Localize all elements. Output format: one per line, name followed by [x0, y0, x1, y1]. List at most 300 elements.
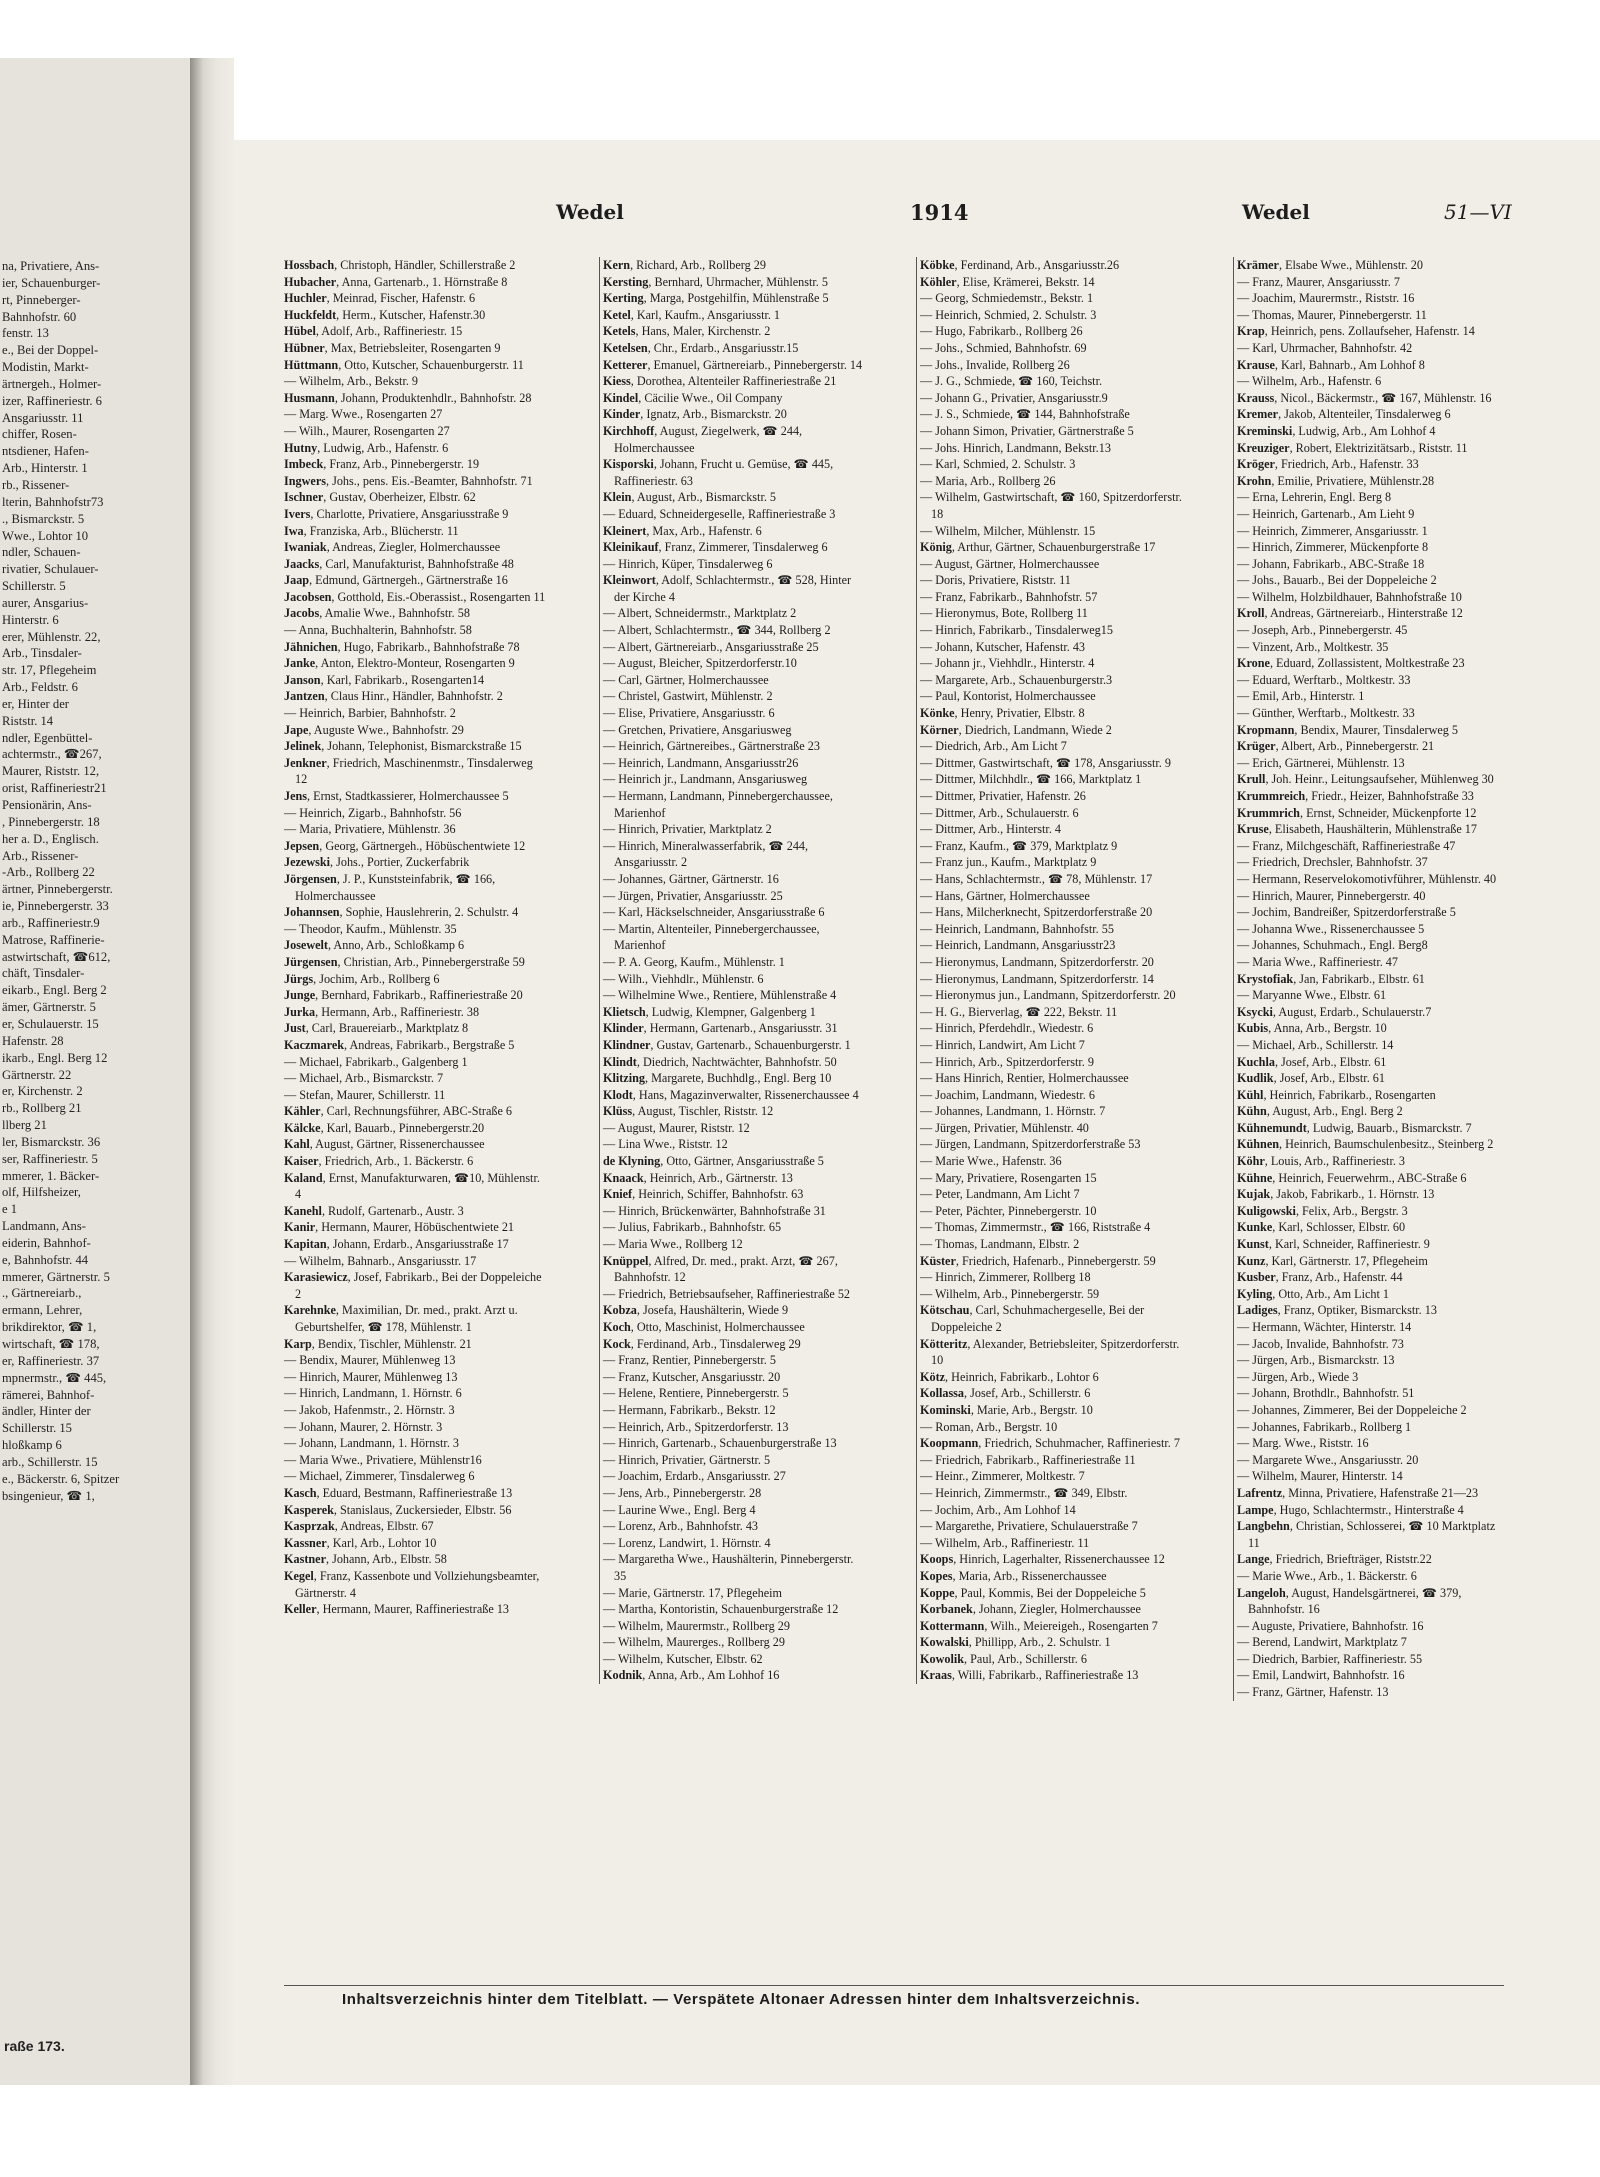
- entry-details: Franz, Optiker, Bismarckstr. 13: [1283, 1303, 1437, 1318]
- directory-column-4: [1233, 257, 1497, 1701]
- directory-entry: [920, 1518, 1183, 1535]
- directory-entry: Ketel, Karl, Kaufm., Ansgariusstr. 1: [603, 307, 781, 322]
- entry-details: Andreas, Ziegler, Holmerchaussee: [332, 540, 501, 555]
- entry-surname: Kiess: [603, 374, 631, 389]
- entry-surname: Kinder: [603, 407, 641, 422]
- directory-entry: [603, 556, 866, 573]
- directory-entry: Kaczmarek, Andreas, Fabrikarb., Bergstraße 5: [284, 1037, 515, 1052]
- entry-surname: Knüppel: [603, 1253, 649, 1268]
- entry-details: Josefa, Haushälterin, Wiede 9: [642, 1303, 789, 1318]
- directory-entry: [920, 821, 1183, 838]
- entry-surname: Kälcke: [284, 1120, 321, 1135]
- entry-details: — August, Maurer, Riststr. 12: [603, 1120, 750, 1135]
- entry-details: Emilie, Privatiere, Mühlenstr.28: [1277, 473, 1435, 488]
- entry-surname: Kassner: [284, 1535, 327, 1550]
- entry-surname: Jape: [284, 722, 309, 737]
- directory-entry: Imbeck, Franz, Arb., Pinnebergerstr. 19: [284, 457, 480, 472]
- directory-entry: [920, 390, 1183, 407]
- directory-entry: [920, 771, 1183, 788]
- directory-entry: [603, 622, 866, 639]
- entry-surname: Köbke: [920, 258, 955, 272]
- entry-details: — Franz, Kaufm., ☎ 379, Marktplatz 9: [920, 838, 1118, 853]
- directory-entry: Ketels, Hans, Maler, Kirchenstr. 2: [603, 324, 771, 339]
- directory-entry: [603, 1203, 866, 1220]
- directory-entry: Ksycki, August, Erdarb., Schulauerstr.7: [1237, 1004, 1432, 1019]
- entry-details: — Karl, Häckselschneider, Ansgariusstraße 6: [603, 905, 825, 920]
- directory-column-3: [916, 257, 1183, 1684]
- directory-entry: Jurka, Hermann, Arb., Raffineriestr. 38: [284, 1004, 480, 1019]
- entry-surname: Kaczmarek: [284, 1037, 345, 1052]
- entry-details: — Hinrich, Landmann, 1. Hörnstr. 6: [284, 1386, 462, 1401]
- entry-details: Johs., pens. Eis.-Beamter, Bahnhofstr. 71: [332, 473, 533, 488]
- directory-entry: [1237, 572, 1497, 589]
- directory-entry: Kinder, Ignatz, Arb., Bismarckstr. 20: [603, 407, 787, 422]
- entry-details: Paul, Kommis, Bei der Doppeleiche 5: [960, 1585, 1146, 1600]
- entry-surname: Kujak: [1237, 1187, 1271, 1202]
- directory-entry: [920, 1103, 1183, 1120]
- entry-details: Alfred, Dr. med., prakt. Arzt, ☎ 267, Bahnhofstr. 12: [614, 1253, 838, 1285]
- directory-entry: [284, 622, 547, 639]
- directory-entry: Lafrentz, Minna, Privatiere, Hafenstraße 21—23: [1237, 1485, 1479, 1500]
- entry-details: — Hieronymus, Landmann, Spitzerdorferstr. 14: [920, 971, 1154, 986]
- directory-entry: [920, 639, 1183, 656]
- directory-entry: Kisporski, Johann, Frucht u. Gemüse, ☎ 445, Raffineriestr. 63: [603, 457, 834, 488]
- entry-surname: Kraas: [920, 1668, 952, 1683]
- directory-entry: [284, 1419, 547, 1436]
- directory-page: [234, 140, 1600, 2090]
- entry-details: Felix, Arb., Bergstr. 3: [1302, 1203, 1408, 1218]
- left-page-line: Hinterstr. 6: [2, 612, 59, 627]
- entry-surname: Ketelsen: [603, 340, 648, 355]
- left-page-line: olf, Hilfsheizer,: [2, 1185, 81, 1200]
- entry-details: — Dittmer, Milchhdlr., ☎ 166, Marktplatz 1: [920, 772, 1142, 787]
- entry-details: — Franz, Rentier, Pinnebergerstr. 5: [603, 1353, 776, 1368]
- directory-entry: Koppe, Paul, Kommis, Bei der Doppeleiche 5: [920, 1585, 1146, 1600]
- entry-details: — August, Gärtner, Holmerchaussee: [920, 556, 1100, 571]
- directory-entry: [920, 688, 1183, 705]
- directory-entry: Kühn, August, Arb., Engl. Berg 2: [1237, 1104, 1403, 1119]
- entry-details: Hans, Magazinverwalter, Rissenerchaussee 4: [638, 1087, 859, 1102]
- entry-details: Nicol., Bäckermstr., ☎ 167, Mühlenstr. 16: [1280, 390, 1492, 405]
- directory-entry: Klindner, Gustav, Gartenarb., Schauenburgerstr. 1: [603, 1037, 851, 1052]
- entry-surname: Kaiser: [284, 1154, 319, 1169]
- entry-details: Franz, Kassenbote und Vollziehungsbeamter, Gärtnerstr. 4: [295, 1568, 540, 1600]
- directory-entry: [1237, 1352, 1497, 1369]
- entry-details: — Maria Wwe., Privatiere, Mühlenstr16: [284, 1452, 482, 1467]
- entry-surname: Kastner: [284, 1552, 326, 1567]
- directory-entry: [603, 688, 866, 705]
- entry-details: — Auguste, Privatiere, Bahnhofstr. 16: [1237, 1618, 1424, 1633]
- entry-details: — Hinrich, Zimmerer, Rollberg 18: [920, 1270, 1091, 1285]
- directory-entry: Klindt, Diedrich, Nachtwächter, Bahnhofstr. 50: [603, 1054, 837, 1069]
- directory-entry: [603, 1236, 866, 1253]
- entry-surname: Krummrich: [1237, 805, 1300, 820]
- header-town-right: Wedel: [1242, 200, 1310, 224]
- directory-entry: [920, 423, 1183, 440]
- entry-details: — Margarete, Arb., Schauenburgerstr.3: [920, 672, 1113, 687]
- entry-surname: de Klyning: [603, 1154, 661, 1169]
- left-page-footer: raße 173.: [4, 2038, 65, 2054]
- entry-surname: Jezewski: [284, 855, 331, 870]
- entry-surname: Krap: [1237, 324, 1265, 339]
- directory-entry: Kähler, Carl, Rechnungsführer, ABC-Straße 6: [284, 1104, 512, 1119]
- directory-entry: [920, 556, 1183, 573]
- directory-entry: Kasperek, Stanislaus, Zuckersieder, Elbstr. 56: [284, 1502, 512, 1517]
- directory-entry: Kühl, Heinrich, Fabrikarb., Rosengarten: [1237, 1087, 1436, 1102]
- entry-details: Max, Betriebsleiter, Rosengarten 9: [330, 340, 501, 355]
- directory-entry: [920, 473, 1183, 490]
- directory-entry: [1237, 954, 1497, 971]
- entry-details: Ernst, Stadtkassierer, Holmerchaussee 5: [313, 789, 509, 803]
- entry-surname: Jähnichen: [284, 639, 338, 654]
- directory-entry: [603, 1419, 866, 1436]
- entry-surname: Huchler: [284, 291, 327, 306]
- entry-surname: Langeloh: [1237, 1585, 1286, 1600]
- entry-details: Marga, Postgehilfin, Mühlenstraße 5: [649, 291, 829, 306]
- entry-details: August, Arb., Bismarckstr. 5: [636, 490, 777, 505]
- entry-surname: Jantzen: [284, 689, 325, 704]
- entry-details: — P. A. Georg, Kaufm., Mühlenstr. 1: [603, 954, 785, 969]
- entry-details: — Johs., Invalide, Rollberg 26: [920, 357, 1070, 372]
- left-page-fragment: [0, 58, 191, 2090]
- left-page-line: ndler, Egenbüttel-: [2, 730, 93, 745]
- entry-details: Elise, Krämerei, Bekstr. 14: [962, 274, 1095, 289]
- directory-entry: [920, 1136, 1183, 1153]
- entry-details: — Marie, Gärtnerstr. 17, Pflegeheim: [603, 1585, 783, 1600]
- entry-surname: Imbeck: [284, 457, 324, 472]
- entry-surname: Kötteritz: [920, 1336, 968, 1351]
- directory-entry: Krummreich, Friedr., Heizer, Bahnhofstraße 33: [1237, 789, 1474, 803]
- directory-entry: [920, 937, 1183, 954]
- entry-surname: Johannsen: [284, 905, 340, 920]
- directory-entry: Kominski, Marie, Arb., Bergstr. 10: [920, 1402, 1093, 1417]
- entry-surname: Jaacks: [284, 556, 320, 571]
- entry-details: — Jürgen, Privatier, Mühlenstr. 40: [920, 1120, 1089, 1135]
- entry-details: — Franz, Maurer, Ansgariusstr. 7: [1237, 274, 1400, 289]
- entry-details: — Michael, Fabrikarb., Galgenberg 1: [284, 1054, 468, 1069]
- directory-entry: [920, 987, 1183, 1004]
- entry-details: — Wilhelm, Kutscher, Elbstr. 62: [603, 1651, 763, 1666]
- entry-details: Hermann, Maurer, Höbüschentwiete 21: [321, 1220, 515, 1235]
- directory-entry: Ischner, Gustav, Oberheizer, Elbstr. 62: [284, 490, 476, 505]
- left-page-line: eikarb., Engl. Berg 2: [2, 983, 107, 998]
- entry-details: — Johann, Landmann, 1. Hörnstr. 3: [284, 1436, 460, 1451]
- page-number: 51—VI: [1444, 200, 1512, 224]
- directory-entry: Karp, Bendix, Tischler, Mühlenstr. 21: [284, 1336, 472, 1351]
- entry-details: Ludwig, Arb., Am Lohhof 4: [1298, 423, 1436, 438]
- directory-entry: [284, 1070, 547, 1087]
- entry-surname: Just: [284, 1021, 306, 1036]
- directory-entry: Krone, Eduard, Zollassistent, Moltkestraße 23: [1237, 656, 1465, 671]
- entry-details: — Johann, Brothdlr., Bahnhofstr. 51: [1237, 1386, 1415, 1401]
- entry-details: — Heinrich jr., Landmann, Ansgariusweg: [603, 772, 808, 787]
- directory-entry: [284, 1468, 547, 1485]
- entry-details: August, Arb., Engl. Berg 2: [1272, 1104, 1403, 1119]
- entry-surname: Kleinikauf: [603, 540, 659, 555]
- entry-surname: Küster: [920, 1253, 956, 1268]
- directory-entry: Jens, Ernst, Stadtkassierer, Holmerchaussee 5: [284, 789, 509, 803]
- entry-details: — Maria, Privatiere, Mühlenstr. 36: [284, 822, 456, 837]
- directory-entry: Jürgensen, Christian, Arb., Pinnebergerstraße 59: [284, 954, 525, 969]
- entry-details: Josef, Arb., Elbstr. 61: [1281, 1054, 1387, 1069]
- directory-entry: Kern, Richard, Arb., Rollberg 29: [603, 258, 766, 272]
- entry-details: — Eduard, Werftarb., Moltkestr. 33: [1237, 672, 1411, 687]
- directory-entry: [920, 1037, 1183, 1054]
- entry-details: — August, Bleicher, Spitzerdorferstr.10: [603, 656, 797, 671]
- entry-surname: Huckfeldt: [284, 307, 337, 322]
- directory-entry: [920, 456, 1183, 473]
- directory-entry: [284, 1402, 547, 1419]
- entry-details: — Hinrich, Mineralwasserfabrik, ☎ 244, Ansgariusstr. 2: [603, 838, 809, 870]
- directory-column-2: [599, 257, 866, 1684]
- entry-details: Ernst, Schneider, Mückenpforte 12: [1306, 805, 1477, 820]
- directory-entry: [603, 506, 866, 523]
- entry-surname: Keller: [284, 1602, 317, 1617]
- directory-entry: Kindel, Cäcilie Wwe., Oil Company: [603, 390, 783, 405]
- entry-surname: Hossbach: [284, 258, 335, 272]
- entry-details: Georg, Gärtnergeh., Höbüschentwiete 12: [325, 838, 526, 853]
- entry-details: — Heinrich, Landmann, Ansgariusstr26: [603, 755, 799, 770]
- entry-surname: Kudlik: [1237, 1071, 1274, 1086]
- entry-surname: Kopes: [920, 1568, 953, 1583]
- left-page-line: lterin, Bahnhofstr73: [2, 494, 104, 509]
- entry-details: — Julius, Fabrikarb., Bahnhofstr. 65: [603, 1220, 782, 1235]
- entry-details: — Hinrich, Küper, Tinsdalerweg 6: [603, 556, 773, 571]
- entry-details: — Dittmer, Arb., Hinterstr. 4: [920, 822, 1062, 837]
- entry-details: — Jürgen, Privatier, Ansgariusstr. 25: [603, 888, 783, 903]
- directory-entry: Jape, Auguste Wwe., Bahnhofstr. 29: [284, 722, 464, 737]
- directory-entry: [603, 904, 866, 921]
- entry-details: — Erna, Lehrerin, Engl. Berg 8: [1237, 490, 1392, 505]
- entry-surname: Jurka: [284, 1004, 316, 1019]
- entry-details: — Wilhelm, Bahnarb., Ansgariusstr. 17: [284, 1253, 477, 1268]
- entry-details: Hans, Maler, Kirchenstr. 2: [641, 324, 771, 339]
- directory-entry: Kasprzak, Andreas, Elbstr. 67: [284, 1519, 434, 1534]
- entry-details: — Günther, Werftarb., Moltkestr. 33: [1237, 706, 1415, 721]
- directory-entry: Kreminski, Ludwig, Arb., Am Lohhof 4: [1237, 423, 1436, 438]
- entry-details: — Hinrich, Zimmerer, Mückenpforte 8: [1237, 540, 1429, 555]
- left-page-line: e 1: [2, 1202, 18, 1217]
- entry-surname: Kuligowski: [1237, 1203, 1296, 1218]
- left-page-line: arb., Schillerstr. 15: [2, 1454, 98, 1469]
- entry-surname: Hüttmann: [284, 357, 339, 372]
- entry-details: — Franz, Gärtner, Hafenstr. 13: [1237, 1685, 1389, 1700]
- directory-entry: [1237, 539, 1497, 556]
- entry-details: — Dittmer, Arb., Schulauerstr. 6: [920, 805, 1079, 820]
- entry-details: — Doris, Privatiere, Riststr. 11: [920, 573, 1071, 588]
- entry-surname: Kubis: [1237, 1021, 1269, 1036]
- left-page-line: arb., Raffineriestr.9: [2, 915, 100, 930]
- entry-details: — Jens, Arb., Pinnebergerstr. 28: [603, 1485, 762, 1500]
- directory-entry: [920, 1186, 1183, 1203]
- directory-entry: Ingwers, Johs., pens. Eis.-Beamter, Bahnhofstr. 71: [284, 473, 533, 488]
- directory-entry: Klein, August, Arb., Bismarckstr. 5: [603, 490, 777, 505]
- entry-details: — Joachim, Landmann, Wiedestr. 6: [920, 1087, 1095, 1102]
- book-spine: [190, 58, 234, 2090]
- directory-entry: [603, 1120, 866, 1137]
- entry-details: August, Handelsgärtnerei, ☎ 379, Bahnhofstr. 16: [1248, 1585, 1462, 1617]
- directory-entry: Hüttmann, Otto, Kutscher, Schauenburgerstr. 11: [284, 357, 524, 372]
- directory-entry: [1237, 373, 1497, 390]
- entry-surname: Koopmann: [920, 1436, 979, 1451]
- directory-entry: Kuligowski, Felix, Arb., Bergstr. 3: [1237, 1203, 1408, 1218]
- entry-surname: Krause: [1237, 357, 1275, 372]
- directory-entry: Jenkner, Friedrich, Maschinenmstr., Tinsdalerweg 12: [284, 755, 533, 787]
- directory-entry: Kälcke, Karl, Bauarb., Pinnebergerstr.20: [284, 1120, 485, 1135]
- entry-details: — Franz, Kutscher, Ansgariusstr. 20: [603, 1369, 781, 1384]
- directory-entry: Krap, Heinrich, pens. Zollaufseher, Hafenstr. 14: [1237, 324, 1475, 339]
- directory-entry: [1237, 1667, 1497, 1684]
- directory-entry: Janke, Anton, Elektro-Monteur, Rosengarten 9: [284, 656, 515, 671]
- entry-surname: Kasprzak: [284, 1519, 335, 1534]
- entry-details: Richard, Arb., Rollberg 29: [636, 258, 766, 272]
- entry-details: — Jürgen, Landmann, Spitzerdorferstraße 53: [920, 1137, 1141, 1152]
- entry-surname: Kropmann: [1237, 722, 1295, 737]
- directory-entry: [1237, 1369, 1497, 1386]
- directory-entry: [920, 1286, 1183, 1303]
- entry-details: — Elise, Privatiere, Ansgariusstr. 6: [603, 706, 775, 721]
- entry-surname: Kaland: [284, 1170, 323, 1185]
- directory-entry: Koopmann, Friedrich, Schuhmacher, Raffineriestr. 7: [920, 1436, 1180, 1451]
- directory-entry: Kötschau, Carl, Schuhmachergeselle, Bei der Doppeleiche 2: [920, 1303, 1145, 1334]
- directory-entry: Krämer, Elsabe Wwe., Mühlenstr. 20: [1237, 258, 1423, 272]
- entry-details: — Jürgen, Arb., Wiede 3: [1237, 1369, 1359, 1384]
- directory-entry: Hubacher, Anna, Gartenarb., 1. Hörnstraße 8: [284, 274, 508, 289]
- directory-entry: Kunz, Karl, Gärtnerstr. 17, Pflegeheim: [1237, 1253, 1428, 1268]
- directory-entry: Kühnen, Heinrich, Baumschulenbesitz., Steinberg 2: [1237, 1137, 1494, 1152]
- entry-details: Ludwig, Arb., Hafenstr. 6: [323, 440, 449, 455]
- entry-details: Josef, Fabrikarb., Bei der Doppeleiche 2: [295, 1270, 542, 1301]
- directory-entry: [603, 1551, 866, 1584]
- entry-surname: Kyling: [1237, 1286, 1273, 1301]
- entry-surname: Krull: [1237, 772, 1266, 787]
- entry-surname: Jelinek: [284, 739, 322, 754]
- left-page-line: achtermstr., ☎267,: [2, 747, 102, 762]
- entry-details: Otto, Kutscher, Schauenburgerstr. 11: [344, 357, 524, 372]
- directory-entry: [920, 307, 1183, 324]
- left-page-line: ikarb., Engl. Berg 12: [2, 1050, 108, 1065]
- entry-surname: Kötschau: [920, 1303, 970, 1318]
- entry-details: — Johannes, Landmann, 1. Hörnstr. 7: [920, 1104, 1106, 1119]
- entry-details: Andreas, Fabrikarb., Bergstraße 5: [349, 1037, 515, 1052]
- directory-entry: [920, 1054, 1183, 1071]
- entry-details: — Hieronymus, Bote, Rollberg 11: [920, 606, 1088, 621]
- directory-entry: Langbehn, Christian, Schlosserei, ☎ 10 Marktplatz 11: [1237, 1519, 1496, 1550]
- directory-entry: Kropmann, Bendix, Maurer, Tinsdalerweg 5: [1237, 722, 1459, 737]
- entry-details: Otto, Arb., Am Licht 1: [1278, 1286, 1390, 1301]
- entry-surname: Langbehn: [1237, 1519, 1290, 1534]
- entry-details: — Joachim, Maurermstr., Riststr. 16: [1237, 291, 1415, 306]
- entry-details: Friedrich, Schuhmacher, Raffineriestr. 7: [984, 1436, 1180, 1451]
- entry-details: — Franz, Milchgeschäft, Raffineriestraße 47: [1237, 838, 1456, 853]
- entry-details: Anno, Arb., Schloßkamp 6: [333, 938, 465, 953]
- entry-surname: Kühnen: [1237, 1137, 1280, 1152]
- entry-surname: Klüss: [603, 1104, 633, 1119]
- directory-entry: Könke, Henry, Privatier, Elbstr. 8: [920, 706, 1085, 721]
- left-page-line: Matrose, Raffinerie-: [2, 932, 105, 947]
- entry-surname: Kunz: [1237, 1253, 1266, 1268]
- directory-entry: Kudlik, Josef, Arb., Elbstr. 61: [1237, 1071, 1385, 1086]
- entry-details: — Johs. Hinrich, Landmann, Bekstr.13: [920, 440, 1111, 455]
- directory-entry: [1237, 838, 1497, 855]
- entry-details: Karl, Bauarb., Pinnebergerstr.20: [326, 1120, 485, 1135]
- directory-entry: [603, 1468, 866, 1485]
- entry-surname: Kahl: [284, 1137, 310, 1152]
- left-page-line: erer, Mühlenstr. 22,: [2, 629, 101, 644]
- directory-entry: Kiess, Dorothea, Altenteiler Raffineriestraße 21: [603, 374, 837, 389]
- entry-details: Cäcilie Wwe., Oil Company: [644, 390, 783, 405]
- entry-surname: Kuchla: [1237, 1054, 1275, 1069]
- directory-entry: Iwa, Franziska, Arb., Blücherstr. 11: [284, 523, 459, 538]
- entry-details: Maximilian, Dr. med., prakt. Arzt u. Geburtshelfer, ☎ 178, Mühlenstr. 1: [295, 1303, 518, 1334]
- entry-details: — Roman, Arb., Bergstr. 10: [920, 1419, 1058, 1434]
- directory-entry: Kastner, Johann, Arb., Elbstr. 58: [284, 1552, 447, 1567]
- entry-details: Albert, Arb., Pinnebergerstr. 21: [1281, 739, 1435, 754]
- directory-entry: [603, 1634, 866, 1651]
- page-header: [234, 200, 1600, 230]
- entry-surname: Kleinert: [603, 523, 647, 538]
- entry-details: Willi, Fabrikarb., Raffineriestraße 13: [957, 1668, 1139, 1683]
- directory-entry: [603, 1286, 866, 1303]
- entry-details: — Heinrich, Landmann, Bahnhofstr. 55: [920, 921, 1114, 936]
- directory-entry: König, Arthur, Gärtner, Schauenburgerstraße 17: [920, 540, 1156, 555]
- entry-details: — Friedrich, Betriebsaufseher, Raffineriestraße 52: [603, 1286, 851, 1301]
- directory-entry: [920, 1535, 1183, 1552]
- entry-details: Friedrich, Hafenarb., Pinnebergerstr. 59: [961, 1253, 1156, 1268]
- directory-entry: Ivers, Charlotte, Privatiere, Ansgariusstraße 9: [284, 506, 509, 521]
- directory-entry: Korbanek, Johann, Ziegler, Holmerchaussee: [920, 1602, 1141, 1617]
- entry-details: Josef, Arb., Schillerstr. 6: [970, 1386, 1091, 1401]
- directory-entry: Josewelt, Anno, Arb., Schloßkamp 6: [284, 938, 465, 953]
- left-page-line: aurer, Ansgarius-: [2, 595, 89, 610]
- entry-details: — Michael, Arb., Bismarckstr. 7: [284, 1071, 444, 1086]
- directory-entry: [920, 1020, 1183, 1037]
- entry-details: Adolf, Arb., Raffineriestr. 15: [321, 324, 463, 339]
- entry-surname: Knief: [603, 1187, 633, 1202]
- directory-entry: [920, 1070, 1183, 1087]
- directory-entry: Klodt, Hans, Magazinverwalter, Rissenerchaussee 4: [603, 1087, 859, 1102]
- directory-entry: [1237, 854, 1497, 871]
- directory-entry: Ketelsen, Chr., Erdarb., Ansgariusstr.15: [603, 340, 799, 355]
- directory-entry: Kottermann, Wilh., Meiereigeh., Rosengarten 7: [920, 1618, 1158, 1633]
- entry-details: — Dittmer, Privatier, Hafenstr. 26: [920, 789, 1086, 803]
- directory-entry: [1237, 871, 1497, 888]
- left-page-line: Bahnhofstr. 60: [2, 309, 77, 324]
- entry-details: Amalie Wwe., Bahnhofstr. 58: [324, 606, 470, 621]
- directory-entry: [1237, 672, 1497, 689]
- directory-entry: Langeloh, August, Handelsgärtnerei, ☎ 379, Bahnhofstr. 16: [1237, 1585, 1462, 1617]
- directory-entry: [1237, 556, 1497, 573]
- entry-details: Hermann, Gartenarb., Ansgariusstr. 31: [649, 1021, 838, 1036]
- entry-surname: Husmann: [284, 390, 335, 405]
- entry-details: Karl, Arb., Lohtor 10: [332, 1535, 437, 1550]
- directory-entry: [284, 1054, 547, 1071]
- directory-entry: Knaack, Heinrich, Arb., Gärtnerstr. 13: [603, 1170, 793, 1185]
- left-page-line: mpnermstr., ☎ 445,: [2, 1370, 107, 1385]
- entry-details: — Jochim, Bandreißer, Spitzerdorferstraße 5: [1237, 905, 1456, 920]
- directory-entry: Just, Carl, Brauereiarb., Marktplatz 8: [284, 1021, 469, 1036]
- entry-details: Ludwig, Klempner, Galgenberg 1: [651, 1004, 816, 1019]
- directory-entry: Klitzing, Margarete, Buchhdlg., Engl. Berg 10: [603, 1071, 832, 1086]
- left-page-line: Arb., Hinterstr. 1: [2, 461, 88, 476]
- entry-details: — Emil, Landwirt, Bahnhofstr. 16: [1237, 1668, 1405, 1683]
- entry-details: Ferdinand, Arb., Tinsdalerweg 29: [636, 1336, 801, 1351]
- left-page-line: ärtnergeh., Holmer-: [2, 376, 102, 391]
- entry-details: Friedrich, Arb., 1. Bäckerstr. 6: [324, 1154, 474, 1169]
- entry-details: — Joachim, Erdarb., Ansgariusstr. 27: [603, 1469, 786, 1484]
- directory-entry: [1237, 888, 1497, 905]
- entry-surname: Klitzing: [603, 1071, 645, 1086]
